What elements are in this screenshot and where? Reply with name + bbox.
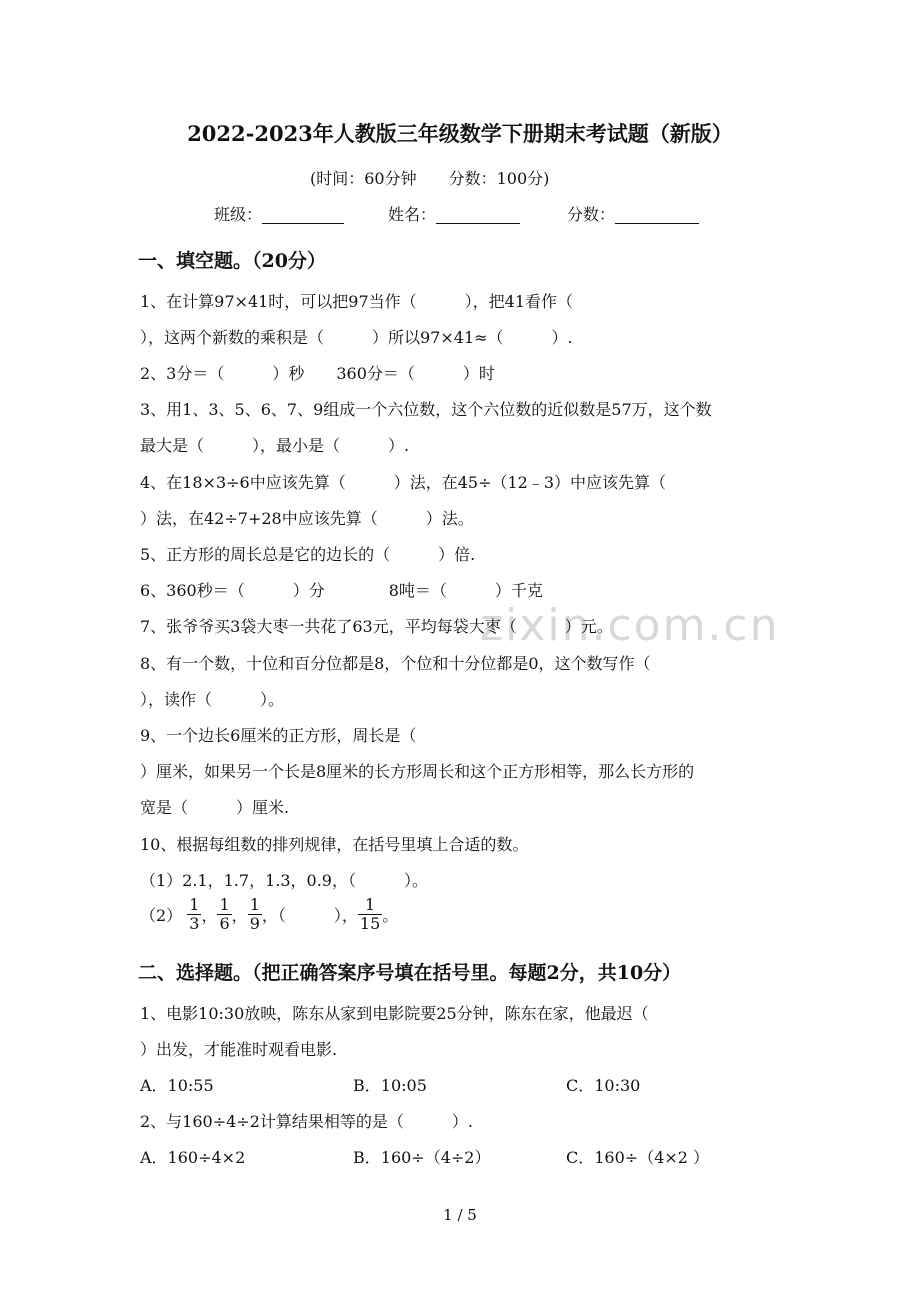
section-2-heading: 二、选择题。（把正确答案序号填在括号里。每题2分，共10分）: [138, 962, 682, 984]
score-blank: [615, 205, 699, 224]
q10-2-blank: ，（ ），: [261, 906, 358, 925]
question-line: 4、在18×3÷6中应该先算（ ）法，在45÷（12﹣3）中应该先算（: [140, 473, 667, 492]
exam-time-score: (时间：60分钟 分数：100分): [310, 169, 550, 188]
question-line: 8、有一个数，十位和百分位都是8，个位和十分位都是0，这个数写作（: [140, 654, 651, 673]
section-1-heading: 一、填空题。（20分）: [138, 250, 326, 272]
option-a: A．160÷4×2: [140, 1148, 246, 1167]
question-line: ），读作（ ）。: [140, 690, 285, 709]
fraction: [217, 896, 231, 933]
question-line: ）厘米，如果另一个长是8厘米的长方形周长和这个正方形相等，那么长方形的: [140, 762, 695, 781]
question-line: ），这两个新数的乘积是（ ）所以97×41≈（ ）.: [140, 328, 573, 347]
score-field: [567, 202, 699, 225]
class-blank: [262, 205, 344, 224]
class-label: 班级：: [214, 205, 263, 224]
q10-2-suffix: 。: [382, 906, 399, 925]
option-c: C．160÷（4×2 ）: [566, 1148, 710, 1167]
question-line: 3、用1、3、5、6、7、9组成一个六位数，这个六位数的近似数是57万，这个数: [140, 400, 712, 419]
score-label: 分数：: [567, 205, 616, 224]
question-line: 5、正方形的周长总是它的边长的（ ）倍.: [140, 545, 476, 564]
question-line: 7、张爷爷买3袋大枣一共花了63元，平均每袋大枣（ ）元。: [140, 617, 613, 636]
page-number: 1 / 5: [443, 1206, 477, 1224]
fraction: [187, 896, 201, 933]
denominator: 6: [219, 914, 230, 933]
denominator: 9: [249, 914, 260, 933]
question-line: 1、电影10:30放映，陈东从家到电影院要25分钟，陈东在家，他最迟（: [140, 1004, 649, 1023]
class-field: [214, 202, 344, 225]
option-b: B．160÷（4÷2）: [353, 1148, 491, 1167]
fraction: [248, 896, 262, 933]
question-line: 10、根据每组数的排列规律，在括号里填上合适的数。: [140, 835, 529, 854]
question-line: ）出发，才能准时观看电影.: [140, 1040, 338, 1059]
question-line: 最大是（ ），最小是（ ）.: [140, 436, 410, 455]
option-a: A．10:55: [140, 1076, 214, 1095]
numerator: 1: [358, 896, 382, 915]
watermark: zixin.com.cn: [480, 600, 780, 651]
name-label: 姓名：: [388, 205, 437, 224]
denominator: 15: [359, 914, 381, 933]
name-blank: [436, 205, 520, 224]
denominator: 3: [189, 914, 200, 933]
option-c: C．10:30: [566, 1076, 641, 1095]
question-line: 2、与160÷4÷2计算结果相等的是（ ）.: [140, 1112, 473, 1131]
question-line: ）法，在42÷7+28中应该先算（ ）法。: [140, 509, 474, 528]
question-line: 1、在计算97×41时，可以把97当作（ ），把41看作（: [140, 292, 574, 311]
question-line: （1）2.1，1.7，1.3，0.9，（ ）。: [140, 871, 428, 890]
numerator: 1: [189, 895, 200, 914]
page-title: 2022-2023年人教版三年级数学下册期末考试题（新版）: [187, 121, 733, 146]
numerator: 1: [219, 895, 230, 914]
question-line: 9、一个边长6厘米的正方形，周长是（: [140, 726, 417, 745]
question-line: 宽是（ ）厘米.: [140, 798, 290, 817]
q10-2-prefix: （2）: [140, 906, 183, 925]
fraction: [358, 896, 382, 933]
question-line: 6、360秒＝（ ）分 8吨＝（ ）千克: [140, 581, 543, 600]
option-b: B．10:05: [353, 1076, 427, 1095]
numerator: 1: [249, 895, 260, 914]
question-line: 2、3分＝（ ）秒 360分＝（ ）时: [140, 364, 495, 383]
question-10-2: （2） $\frac{1}{3}$ ， $\frac{1}{6}$ ， $\frac{1}{9}$ ，（ ）， $\frac{1}{15}$ 。: [140, 895, 399, 933]
name-field: [388, 202, 520, 225]
